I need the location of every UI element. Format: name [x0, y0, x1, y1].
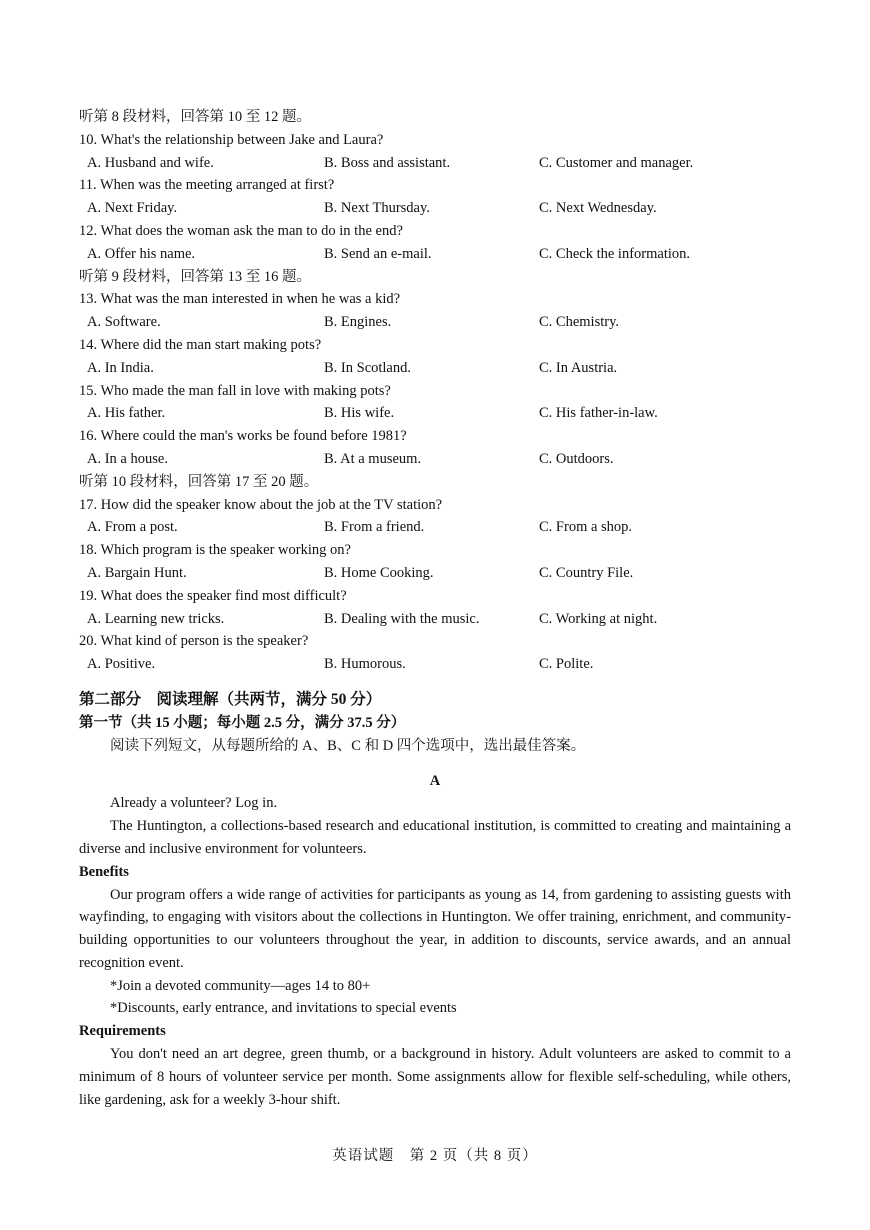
option-a: A. Software.: [87, 314, 161, 331]
option-a: A. In a house.: [87, 450, 168, 467]
section-header: 听第 8 段材料，回答第 10 至 12 题。: [79, 109, 311, 125]
option-row: [79, 562, 791, 585]
benefits-heading: Benefits: [79, 863, 129, 880]
part-title: 第二部分 阅读理解（共两节，满分 50 分）: [79, 690, 382, 708]
option-row: [79, 516, 791, 539]
benefits-paragraph: Our program offers a wide range of activities for participants as young as 14, from gardening to assisting guests with wayfinding, to engaging with visitors about the collections in Huntington. We offer training, enrichment, and community-building opportunities to our volunteers throughout the year, in addition to discounts, service awards, and an annual recognition event.: [79, 886, 791, 971]
question-stem: 19. What does the speaker find most difficult?: [79, 587, 347, 604]
option-b: B. Next Thursday.: [324, 200, 430, 217]
page-footer: 英语试题 第 2 页（共 8 页）: [332, 1148, 538, 1164]
question-stem: 14. Where did the man start making pots?: [79, 336, 322, 353]
option-row: [79, 608, 791, 631]
option-c: C. Country File.: [539, 564, 634, 581]
option-b: B. From a friend.: [324, 519, 425, 536]
option-a: A. Bargain Hunt.: [87, 564, 187, 581]
option-b: B. Send an e-mail.: [324, 245, 432, 262]
option-a: A. From a post.: [87, 519, 178, 536]
option-row: [79, 402, 791, 425]
question-stem: 16. Where could the man's works be found before 1981?: [79, 428, 407, 445]
requirements-paragraph: You don't need an art degree, green thumb, or a background in history. Adult volunteers are asked to commit to a minimum of 8 hours of volunteer service per month. Some assignments allow for flexible self-scheduling, while others, like gardening, ask for a weekly 3-hour shift.: [79, 1046, 791, 1108]
option-b: B. Boss and assistant.: [324, 154, 451, 171]
option-a: A. In India.: [87, 359, 154, 376]
option-c: C. Working at night.: [539, 610, 658, 627]
instruction: 阅读下列短文，从每题所给的 A、B、C 和 D 四个选项中，选出最佳答案。: [110, 737, 586, 754]
option-b: B. In Scotland.: [324, 359, 411, 376]
section-header: 听第 10 段材料，回答第 17 至 20 题。: [79, 473, 319, 490]
option-c: C. His father-in-law.: [539, 405, 658, 422]
question-group-c: [79, 494, 791, 676]
page-content: [79, 106, 791, 1111]
option-b: B. At a museum.: [324, 450, 422, 467]
option-c: C. Polite.: [539, 656, 594, 673]
option-a: A. His father.: [87, 405, 166, 422]
option-c: C. Outdoors.: [539, 450, 614, 467]
question-stem: 10. What's the relationship between Jake and Laura?: [79, 131, 384, 148]
option-c: C. In Austria.: [539, 359, 618, 376]
option-a: A. Offer his name.: [87, 245, 196, 262]
question-stem: 17. How did the speaker know about the job at the TV station?: [79, 496, 443, 513]
bullet-item: *Discounts, early entrance, and invitations to special events: [110, 1000, 457, 1017]
option-row: [79, 152, 791, 175]
option-row: [79, 653, 791, 676]
option-c: C. From a shop.: [539, 519, 633, 536]
question-stem: 11. When was the meeting arranged at first?: [79, 177, 335, 194]
option-b: B. His wife.: [324, 405, 395, 422]
option-a: A. Learning new tricks.: [87, 610, 225, 627]
option-c: C. Chemistry.: [539, 314, 620, 331]
question-stem: 12. What does the woman ask the man to do in the end?: [79, 222, 403, 239]
section-header: 听第 9 段材料，回答第 13 至 16 题。: [79, 268, 311, 285]
intro-paragraph: The Huntington, a collections-based research and educational institution, is committed to creating and maintaining a diverse and inclusive environment for volunteers.: [79, 818, 791, 857]
question-stem: 13. What was the man interested in when he was a kid?: [79, 291, 401, 308]
question-stem: 18. Which program is the speaker working on?: [79, 542, 351, 559]
login-text: Already a volunteer? Log in.: [110, 795, 278, 812]
option-c: C. Customer and manager.: [539, 154, 694, 171]
option-b: B. Humorous.: [324, 656, 406, 673]
question-group-a: [79, 129, 791, 266]
option-row: [79, 311, 791, 334]
option-a: A. Husband and wife.: [87, 154, 214, 171]
question-stem: 15. Who made the man fall in love with making pots?: [79, 382, 391, 399]
bullet-item: *Join a devoted community—ages 14 to 80+: [110, 977, 371, 994]
question-group-b: [79, 288, 791, 470]
option-a: A. Next Friday.: [87, 200, 178, 217]
option-b: B. Engines.: [324, 314, 392, 331]
requirements-heading: Requirements: [79, 1023, 166, 1040]
option-a: A. Positive.: [87, 656, 156, 673]
option-row: [79, 448, 791, 471]
question-stem: 20. What kind of person is the speaker?: [79, 633, 309, 650]
option-row: [79, 197, 791, 220]
option-b: B. Dealing with the music.: [324, 610, 480, 627]
option-c: C. Next Wednesday.: [539, 200, 657, 217]
option-c: C. Check the information.: [539, 245, 691, 262]
section-title: 第一节（共 15 小题；每小题 2.5 分，满分 37.5 分）: [79, 714, 406, 731]
option-b: B. Home Cooking.: [324, 564, 434, 581]
option-row: [79, 243, 791, 266]
passage-label: A: [429, 772, 441, 789]
option-row: [79, 357, 791, 380]
